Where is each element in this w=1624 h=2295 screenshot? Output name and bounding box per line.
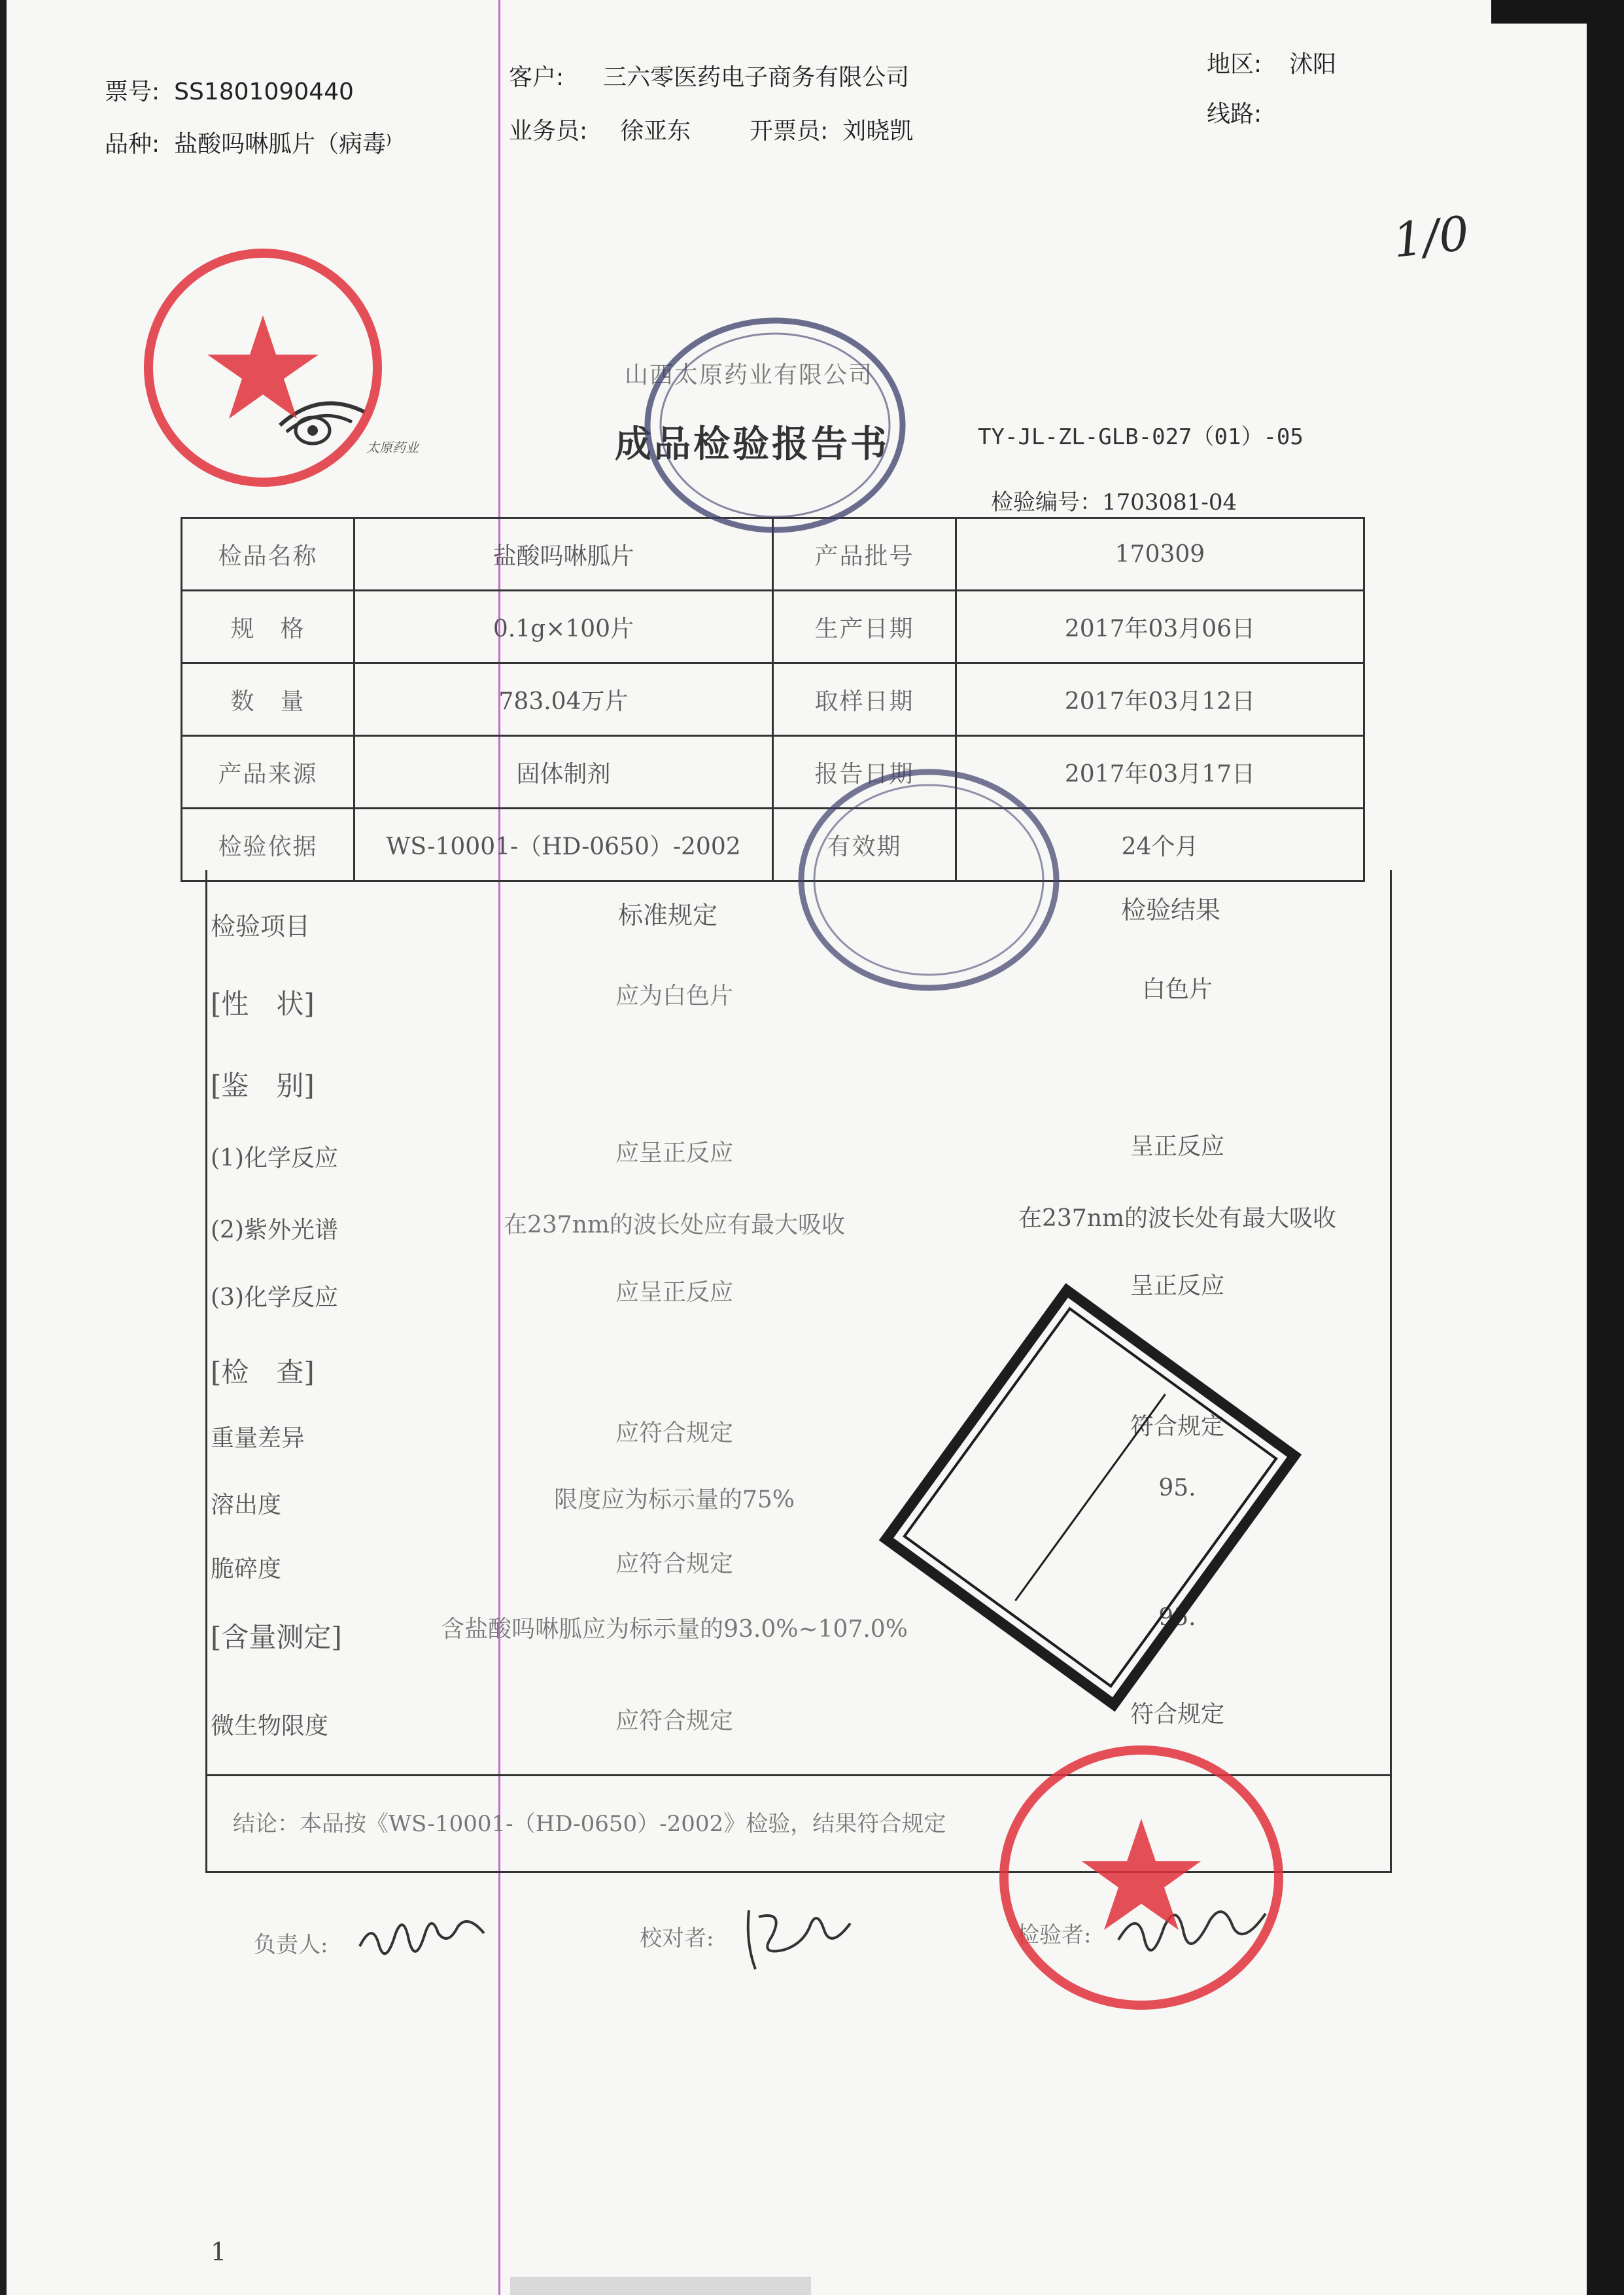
- col-header-item: 检验项目: [211, 912, 311, 941]
- conclusion: 结论：本品按《WS-10001-（HD-0650）-2002》检验，结果符合规定: [233, 1811, 946, 1837]
- col-header-standard: 标准规定: [617, 901, 718, 930]
- inspection-item: (3)化学反应: [211, 1284, 338, 1311]
- blue-seal-stamp-1: [638, 307, 912, 543]
- inspection-standard: 应呈正反应: [615, 1140, 734, 1166]
- red-seal-stamp-1: [139, 243, 387, 492]
- region-label: 地区:: [1207, 51, 1262, 78]
- inspection-item: (2)紫外光谱: [211, 1217, 338, 1244]
- operator-label: 检验者:: [1017, 1922, 1092, 1948]
- info-row: [182, 663, 1364, 736]
- region-value: 沭阳: [1289, 51, 1337, 78]
- inspection-standard: 应呈正反应: [615, 1279, 734, 1306]
- customer: [509, 59, 909, 92]
- inspection-result: 符合规定: [1130, 1413, 1225, 1440]
- info-label: 生产日期: [773, 591, 956, 663]
- info-label: 产品批号: [773, 518, 956, 591]
- handwritten-number: 1/0: [1390, 205, 1472, 268]
- info-label: 检品名称: [182, 518, 354, 591]
- info-label: 有效期: [773, 809, 956, 881]
- customer-label: 客户:: [509, 64, 564, 91]
- info-value: WS-10001-（HD-0650）-2002: [354, 809, 773, 881]
- info-value: 2017年03月17日: [956, 736, 1364, 809]
- salesman-value: 徐亚东: [620, 118, 691, 145]
- scan-left-edge: [0, 0, 7, 2295]
- variety-value: 盐酸吗啉胍片（病毒⁾: [174, 131, 392, 158]
- inspection-item: [鉴 别]: [211, 1070, 315, 1102]
- inspection-result: 呈正反应: [1130, 1133, 1225, 1160]
- info-label: 取样日期: [773, 663, 956, 736]
- inspection-result: 95.: [1158, 1475, 1196, 1501]
- info-value: 783.04万片: [354, 663, 773, 736]
- info-row: [182, 591, 1364, 663]
- ticket-label: 票号:: [105, 79, 160, 105]
- info-value: 盐酸吗啉胍片: [354, 518, 773, 591]
- inspection-result: 呈正反应: [1130, 1272, 1225, 1299]
- inspection-standard: 限度应为标示量的75%: [553, 1486, 795, 1513]
- info-row: [182, 736, 1364, 809]
- inspection-item: 微生物限度: [211, 1713, 329, 1740]
- inspection-item: [含量测定]: [211, 1621, 342, 1653]
- info-value: 2017年03月12日: [956, 663, 1364, 736]
- inspection-item: (1)化学反应: [211, 1145, 338, 1172]
- inspection-standard: 应为白色片: [615, 983, 734, 1009]
- info-table: [181, 517, 1365, 882]
- info-label: 数 量: [182, 663, 354, 736]
- document-code: TY-JL-ZL-GLB-027（01）-05: [978, 424, 1304, 450]
- report-number: 检验编号：1703081-04: [991, 489, 1237, 516]
- info-value: 固体制剂: [354, 736, 773, 809]
- inspection-item: [检 查]: [211, 1356, 315, 1388]
- responsible-label: 负责人:: [254, 1932, 328, 1958]
- scan-top-edge: [1491, 0, 1624, 24]
- inspection-result: 符合规定: [1130, 1701, 1225, 1728]
- info-label: 产品来源: [182, 736, 354, 809]
- info-value: 170309: [956, 518, 1364, 591]
- variety-label: 品种:: [105, 131, 160, 158]
- checker-label: 校对者:: [640, 1925, 714, 1952]
- info-value: 0.1g×100片: [354, 591, 773, 663]
- salesman: [509, 113, 913, 146]
- inspection-standard: 应符合规定: [615, 1420, 734, 1446]
- info-label: 报告日期: [773, 736, 956, 809]
- inspection-result: 在237nm的波长处有最大吸收: [1018, 1205, 1337, 1232]
- inspection-item: 脆碎度: [211, 1556, 282, 1583]
- inspection-result: 白色片: [1141, 976, 1213, 1003]
- ticket-value: SS1801090440: [174, 79, 354, 105]
- logo-text: 太原药业: [366, 440, 419, 455]
- square-seal-stamp: [837, 1263, 1334, 1734]
- route: [1207, 96, 1262, 129]
- responsible-signature: [353, 1907, 510, 1972]
- red-seal-stamp-2: [994, 1740, 1288, 2015]
- region: [1207, 46, 1336, 79]
- blue-seal-stamp-2: [791, 759, 1066, 1001]
- checker-signature: [739, 1897, 870, 1976]
- inspection-result: 95.: [1158, 1604, 1196, 1631]
- ticket-number: [105, 73, 354, 107]
- inspection-item: [性 状]: [211, 988, 315, 1020]
- inspection-standard: 应符合规定: [615, 1550, 734, 1577]
- col-header-result: 检验结果: [1120, 896, 1221, 924]
- page-number: 1: [211, 2237, 227, 2266]
- info-label: 检验依据: [182, 809, 354, 881]
- info-value: 24个月: [956, 809, 1364, 881]
- issuer-label: 开票员:: [750, 118, 829, 145]
- scan-right-edge: [1587, 0, 1624, 2295]
- inspection-standard: 应符合规定: [615, 1708, 734, 1734]
- inspection-item: 重量差异: [211, 1425, 305, 1452]
- info-value: 2017年03月06日: [956, 591, 1364, 663]
- scan-bottom-shadow: [510, 2277, 811, 2295]
- inspection-standard: 在237nm的波长处应有最大吸收: [503, 1212, 846, 1238]
- customer-value: 三六零医药电子商务有限公司: [603, 64, 910, 91]
- company-name: 山西太原药业有限公司: [625, 362, 874, 389]
- inspection-standard: 含盐酸吗啉胍应为标示量的93.0%~107.0%: [441, 1616, 908, 1643]
- variety: [105, 126, 392, 159]
- info-label: 规 格: [182, 591, 354, 663]
- issuer-value: 刘晓凯: [842, 118, 914, 145]
- salesman-label: 业务员:: [509, 118, 588, 145]
- report-title: 成品检验报告书: [615, 423, 890, 466]
- route-label: 线路:: [1207, 101, 1262, 128]
- inspection-item: 溶出度: [211, 1492, 282, 1518]
